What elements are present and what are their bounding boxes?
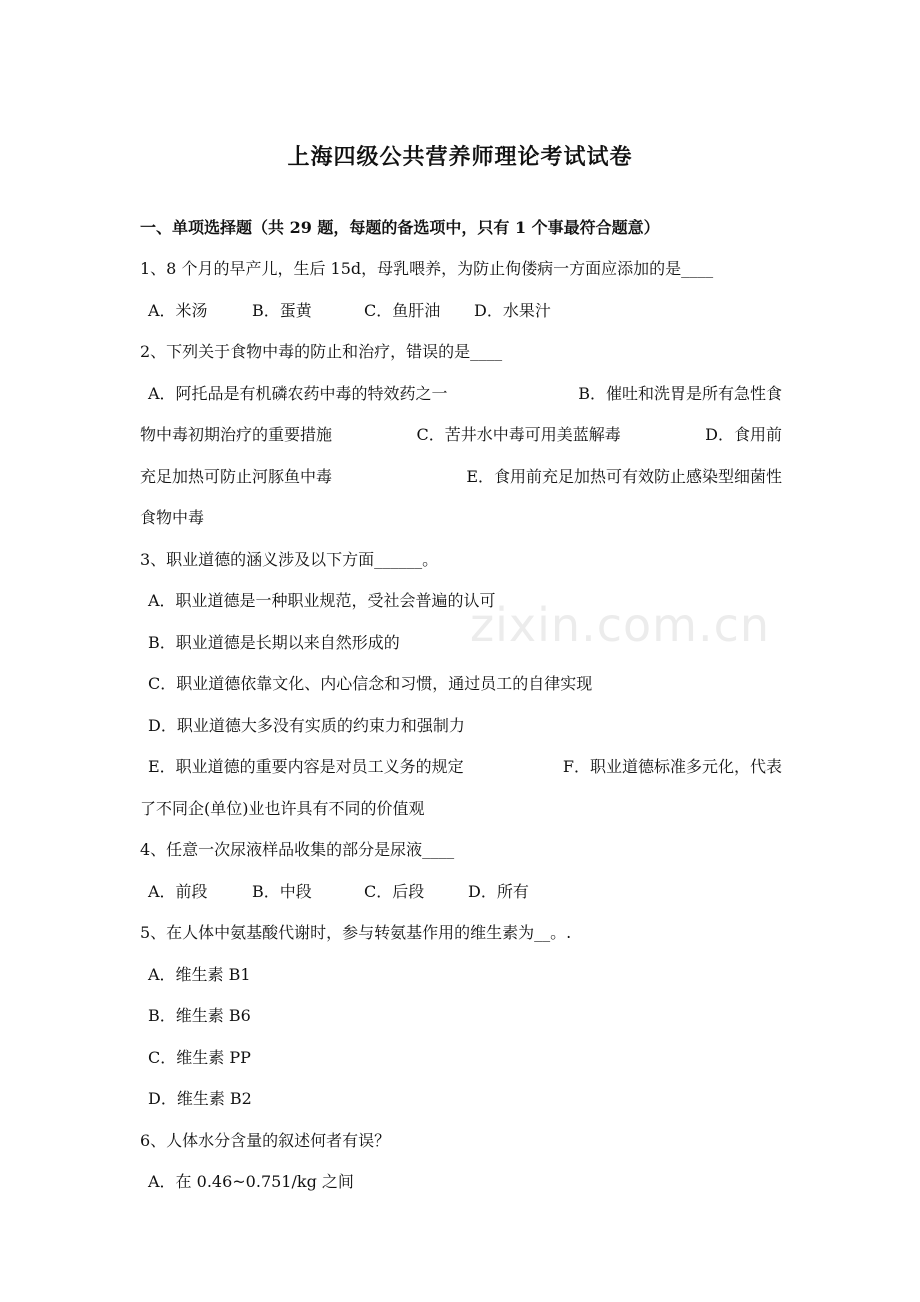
question-list — [140, 248, 782, 1203]
option: A．在 0.46~0.751/kg 之间 — [148, 1172, 354, 1191]
question-2-line — [140, 456, 782, 498]
section-heading: 一、单项选择题（共 29 题，每题的备选项中，只有 1 个事最符合题意） — [140, 218, 660, 237]
option: E．食用前充足加热可有效防止感染型细菌性 — [466, 466, 782, 486]
option: C．苦井水中毒可用美蓝解毒 — [416, 425, 621, 444]
option: C．鱼肝油 — [364, 300, 441, 320]
watermark: zixin.com.cn — [470, 598, 771, 652]
option: C．后段 — [364, 881, 425, 901]
option: A．职业道德是一种职业规范，受社会普遍的认可 — [148, 591, 496, 610]
question-2-line — [140, 414, 782, 456]
question-2-line — [140, 373, 782, 415]
option: B．维生素 B6 — [148, 1006, 251, 1025]
option: B．催吐和洗胃是所有急性食 — [578, 383, 782, 403]
question-3-stem: 3、职业道德的涵义涉及以下方面______。 — [140, 549, 439, 569]
question-5-stem: 5、在人体中氨基酸代谢时，参与转氨基作用的维生素为__。. — [140, 923, 572, 942]
option: B．职业道德是长期以来自然形成的 — [148, 632, 400, 652]
question-3-line: 了不同企(单位)业也许具有不同的价值观 — [140, 798, 425, 818]
question-1-options — [140, 290, 782, 332]
option: A．米汤 — [148, 300, 208, 320]
question-3-line — [140, 746, 782, 788]
question-4-stem: 4、任意一次尿液样品收集的部分是尿液____ — [140, 840, 455, 859]
option: D．食用前 — [705, 425, 782, 444]
option: A．阿托品是有机磷农药中毒的特效药之一 — [148, 383, 448, 403]
question-2-line: 食物中毒 — [140, 508, 205, 527]
option: D．维生素 B2 — [148, 1089, 252, 1108]
option: F．职业道德标准多元化，代表 — [562, 757, 782, 776]
option: C．职业道德依靠文化、内心信念和习惯，通过员工的自律实现 — [148, 674, 593, 693]
question-4-options — [140, 871, 782, 913]
option: 物中毒初期治疗的重要措施 — [140, 425, 333, 444]
page-title: 上海四级公共营养师理论考试试卷 — [287, 144, 633, 170]
option: E．职业道德的重要内容是对员工义务的规定 — [148, 757, 464, 776]
option: D．所有 — [468, 881, 529, 901]
option: A．维生素 B1 — [148, 964, 251, 984]
option: A．前段 — [148, 881, 208, 901]
option: D．水果汁 — [474, 300, 551, 320]
option: 充足加热可防止河豚鱼中毒 — [140, 466, 333, 486]
question-6-stem: 6、人体水分含量的叙述何者有误？ — [140, 1130, 391, 1150]
question-1-stem: 1、8 个月的早产儿，生后 15d，母乳喂养，为防止佝偻病一方面应添加的是____ — [140, 259, 714, 278]
option: D．职业道德大多没有实质的约束力和强制力 — [148, 715, 465, 735]
option: C．维生素 PP — [148, 1047, 251, 1067]
option: B．中段 — [252, 881, 312, 901]
option: B．蛋黄 — [252, 300, 312, 320]
question-2-stem: 2、下列关于食物中毒的防止和治疗，错误的是____ — [140, 342, 503, 361]
